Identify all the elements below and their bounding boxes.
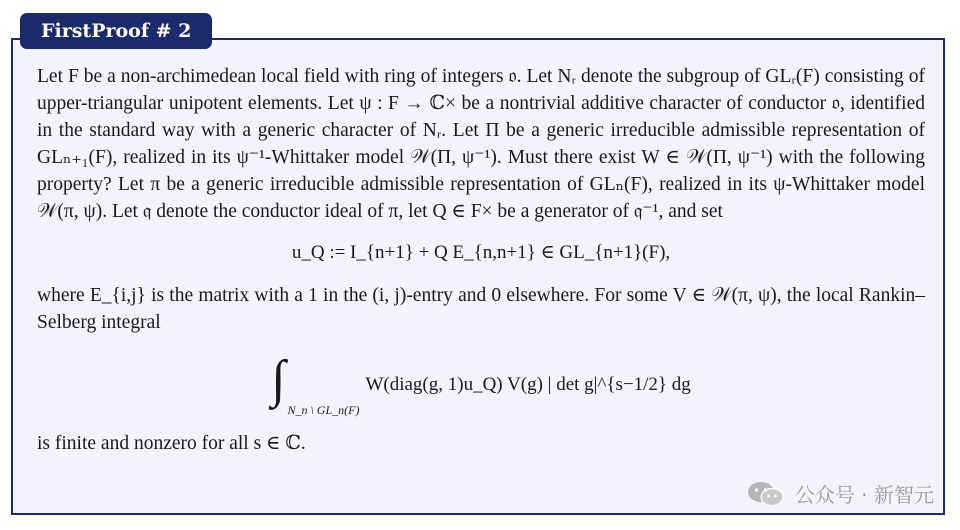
problem-paragraph-3: is finite and nonzero for all s ∈ ℂ. bbox=[37, 433, 306, 454]
integrand: W(diag(g, 1)u_Q) V(g) | det g|^{s−1/2} dg bbox=[365, 373, 691, 395]
display-equation: u_Q := I_{n+1} + Q E_{n,n+1} ∈ GL_{n+1}(F), bbox=[291, 242, 671, 263]
wechat-icon bbox=[747, 481, 785, 507]
integral-domain: N_n \ GL_n(F) bbox=[287, 402, 360, 417]
watermark-text: 公众号 · 新智元 bbox=[794, 483, 934, 507]
rankin-selberg-integral bbox=[37, 350, 925, 418]
problem-content bbox=[37, 63, 925, 457]
problem-paragraph-2: where E_{i,j} is the matrix with a 1 in the (i, j)-entry and 0 elsewhere. For some V ∈ 𝒲(π, ψ), the local Rankin–Selberg integral bbox=[37, 285, 925, 333]
integral-sign: ∫ bbox=[271, 351, 286, 408]
wechat-watermark bbox=[747, 479, 934, 508]
problem-title: FirstProof # 2 bbox=[21, 14, 211, 48]
problem-paragraph-1: Let F be a non-archimedean local field with ring of integers 𝔬. Let Nᵣ denote the subgroup of GLᵣ(F) consisting of upper-triangular unipotent elements. Let ψ : F → ℂ× be a nontrivial additive character of conductor 𝔬, identified in the standard way with a generic character of Nᵣ. Let Π be a generic irreducible admissible representation of GLₙ₊₁(F), realized in its ψ⁻¹-Whittaker model 𝒲(Π, ψ⁻¹). Must there exist W ∈ 𝒲(Π, ψ⁻¹) with the following property? Let π be a generic irreducible admissible representation of GLₙ(F), realized in its ψ-Whittaker model 𝒲(π, ψ). Let 𝔮 denote the conductor ideal of π, let Q ∈ F× be a generator of 𝔮⁻¹, and set bbox=[37, 66, 925, 222]
